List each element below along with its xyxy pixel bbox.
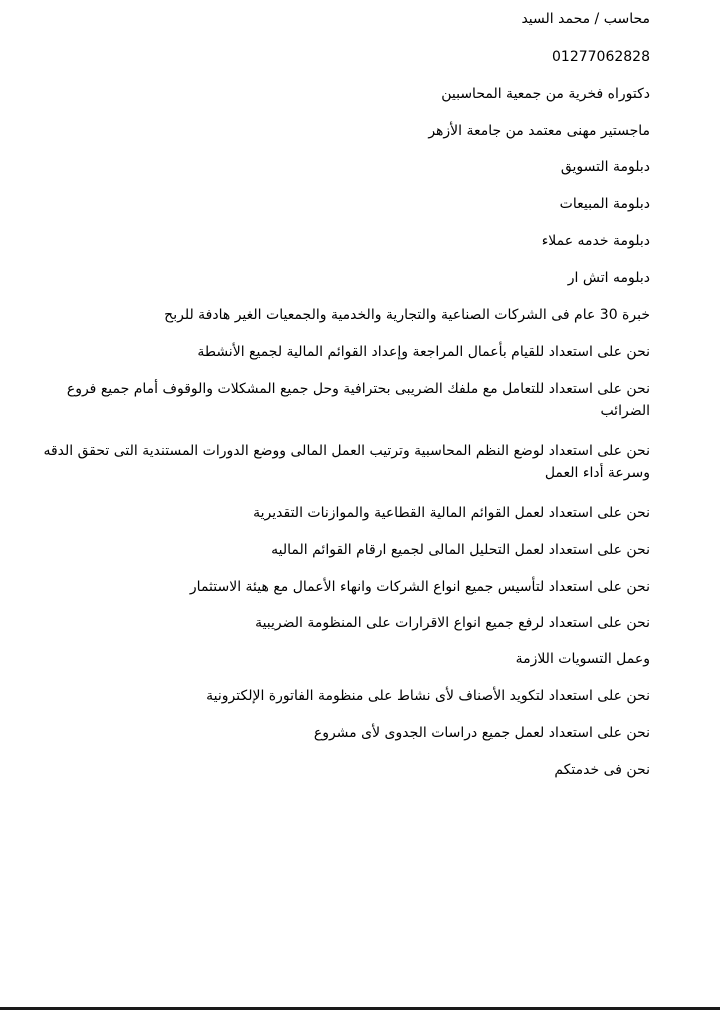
page-bottom-border xyxy=(0,1007,720,1010)
service-line: نحن على استعداد لعمل جميع دراسات الجدوى لأى مشروع xyxy=(313,725,650,741)
service-line: نحن على استعداد لعمل القوائم المالية القطاعية والموازنات التقديرية xyxy=(253,505,650,521)
qualification-line: دبلومة خدمه عملاء xyxy=(541,233,650,249)
service-line: نحن على استعداد لتكويد الأصناف لأى نشاط على منظومة الفاتورة الإلكترونية xyxy=(206,688,650,704)
qualification-line: دبلومة التسويق xyxy=(560,159,650,175)
phone-line: 01277062828 xyxy=(552,49,650,65)
qualification-line: دبلومة المبيعات xyxy=(559,196,650,212)
service-line: نحن على استعداد لوضع النظم المحاسبية وترتيب العمل المالى ووضع الدورات المستندية التى تحقق الدقه وسرعة أداء العمل xyxy=(43,443,650,481)
service-line: نحن على استعداد للتعامل مع ملفك الضريبى بحترافية وحل جميع المشكلات والوقوف أمام جميع فروع الضرائب xyxy=(66,381,650,419)
qualification-line: ماجستير مهنى معتمد من جامعة الأزهر xyxy=(428,123,650,139)
qualification-line: دبلومه اتش ار xyxy=(567,270,650,286)
closing-line: نحن فى خدمتكم xyxy=(554,762,650,778)
author-line: محاسب / محمد السيد xyxy=(521,11,650,27)
service-line: نحن على استعداد لتأسيس جميع انواع الشركات وانهاء الأعمال مع هيئة الاستثمار xyxy=(189,579,650,595)
service-line: نحن على استعداد لرفع جميع انواع الاقرارات على المنظومة الضريبية xyxy=(255,615,650,631)
service-line: نحن على استعداد للقيام بأعمال المراجعة وإعداد القوائم المالية لجميع الأنشطة xyxy=(197,344,650,360)
service-line: نحن على استعداد لعمل التحليل المالى لجميع ارقام القوائم الماليه xyxy=(271,542,650,558)
qualification-line: دكتوراه فخرية من جمعية المحاسبين xyxy=(441,86,650,102)
service-line: وعمل التسويات اللازمة xyxy=(515,651,650,667)
experience-line: خبرة 30 عام فى الشركات الصناعية والتجارية والخدمية والجمعيات الغير هادفة للربح xyxy=(164,307,650,323)
